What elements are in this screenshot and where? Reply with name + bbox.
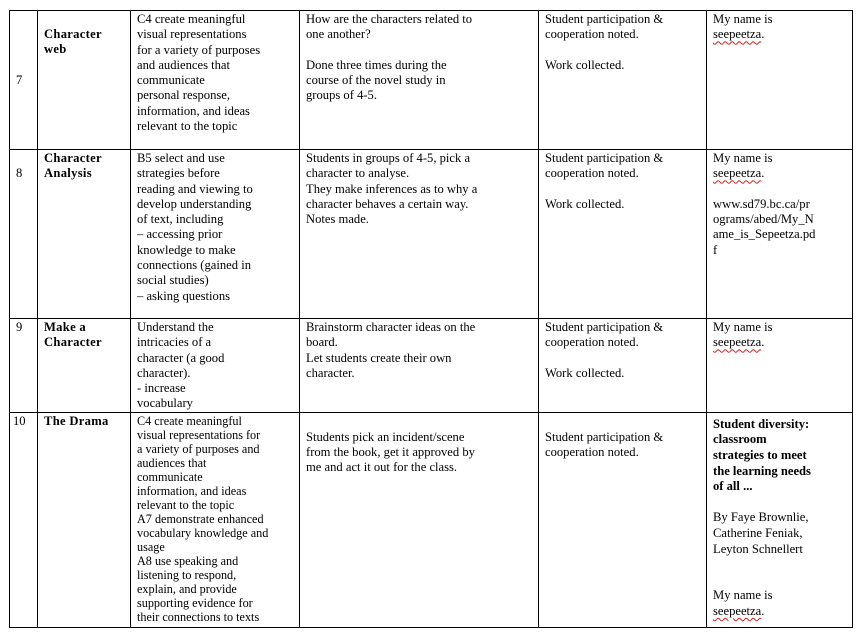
resource-title: My name is	[713, 12, 773, 26]
resources: My name is seepeetza.	[707, 319, 853, 413]
activity-title: The Drama	[38, 412, 131, 627]
table-row	[10, 319, 853, 413]
lesson-number: 9	[10, 319, 38, 413]
resource-title-word: seepeetza	[713, 166, 762, 181]
resource-book-title: Student diversity: classroom strategies to meet the learning needs of all ...	[713, 416, 811, 494]
activity-title: Character web	[38, 11, 131, 150]
resources: My name is seepeetza.	[707, 11, 853, 150]
procedure: Brainstorm character ideas on the board. Let students create their own character.	[300, 319, 539, 413]
assessment: Student participation & cooperation noted. Work collected.	[539, 319, 707, 413]
procedure: Students in groups of 4-5, pick a character to analyse. They make inferences as to why a character behaves a certain way. Notes made.	[300, 150, 539, 319]
resource-authors: By Faye Brownlie, Catherine Feniak, Leyton Schnellert	[713, 510, 809, 556]
resource-title: My name is	[713, 588, 773, 603]
learning-outcome: C4 create meaningful visual representations for a variety of purposes and audiences that communicate personal response, information, and ideas relevant to the topic	[131, 11, 300, 150]
lesson-plan-table	[9, 10, 853, 628]
resource-url[interactable]: www.sd79.bc.ca/pr ograms/abed/My_N ame_is_Sepeetza.pd f	[713, 196, 816, 257]
assessment: Student participation & cooperation noted. Work collected.	[539, 11, 707, 150]
table-row	[10, 150, 853, 319]
learning-outcome: C4 create meaningful visual representations for a variety of purposes and audiences that communicate information, and ideas relevant to the topic A7 demonstrate enhanced vocabulary knowledge and usage A8 use speaking and listening to respond, explain, and provide supporting evidence for their connections to texts	[131, 412, 300, 627]
resources: My name is seepeetza. www.sd79.bc.ca/pr ograms/abed/My_N ame_is_Sepeetza.pd f	[707, 150, 853, 319]
procedure: Students pick an incident/scene from the book, get it approved by me and act it out for the class.	[300, 412, 539, 627]
learning-outcome: Understand the intricacies of a character (a good character). - increase vocabulary	[131, 319, 300, 413]
procedure: How are the characters related to one another? Done three times during the course of the novel study in groups of 4-5.	[300, 11, 539, 150]
activity-title: Make a Character	[38, 319, 131, 413]
table-row	[10, 412, 853, 627]
assessment: Student participation & cooperation noted. Work collected.	[539, 150, 707, 319]
lesson-number: 8	[10, 150, 38, 319]
resource-title-word: seepeetza	[713, 335, 762, 350]
activity-title: Character Analysis	[38, 150, 131, 319]
learning-outcome: B5 select and use strategies before reading and viewing to develop understanding of text, including – accessing prior knowledge to make connections (gained in social studies) – asking questions	[131, 150, 300, 319]
lesson-number: 7	[10, 11, 38, 150]
resource-title: My name is	[713, 320, 773, 334]
resource-title-word: seepeetza	[713, 27, 762, 42]
lesson-number: 10	[10, 412, 38, 627]
resources: Student diversity: classroom strategies to meet the learning needs of all ... By Faye Brownlie, Catherine Feniak, Leyton Schnellert My name is seepeetza.	[707, 412, 853, 627]
resource-title: My name is	[713, 151, 773, 165]
resource-title-word: seepeetza	[713, 603, 762, 618]
assessment: Student participation & cooperation noted.	[539, 412, 707, 627]
table-row	[10, 11, 853, 150]
